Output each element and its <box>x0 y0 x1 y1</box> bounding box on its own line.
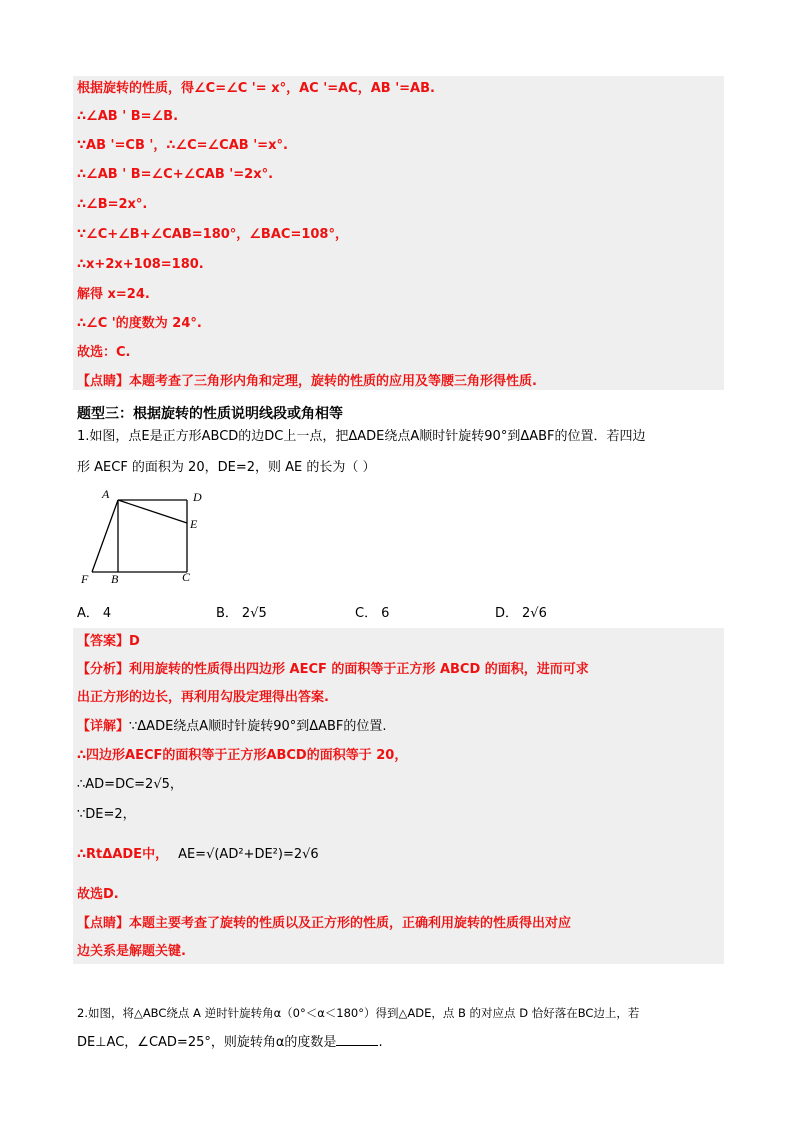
text-line: ∴∠AB ' B=∠C+∠CAB '=2x°. <box>77 167 274 182</box>
detail-label: 【详解】 <box>77 719 130 734</box>
detail-line-3: ∴AD=DC=2√5， <box>77 777 183 792</box>
label-a: A <box>102 487 110 501</box>
option-value: 2√5 <box>241 606 267 621</box>
note-line-2: 边关系是解题关键. <box>77 944 186 959</box>
label-c: C <box>182 570 191 584</box>
text-line: 解得 x=24. <box>77 287 150 302</box>
detail-text: ∵ΔADE绕点A顺时针旋转90°到ΔABF的位置. <box>129 719 387 734</box>
choose-line: 故选D. <box>77 887 119 902</box>
option-letter: D． <box>495 606 519 621</box>
question-2-line-1: 2.如图，将△ABC绕点 A 逆时针旋转角α（0°＜α＜180°）得到△ADE，点 B 的对应点 D 恰好落在BC边上，若 <box>77 1006 640 1020</box>
option-value: 6 <box>381 606 390 621</box>
text-line: 根据旋转的性质，得∠C=∠C '= x°，AC '=AC，AB '=AB. <box>77 81 435 96</box>
note-line: 【点睛】本题考查了三角形内角和定理，旋转的性质的应用及等腰三角形得性质. <box>77 374 537 389</box>
question-1-line-2: 形 AECF 的面积为 20，DE=2，则 AE 的长为（ ） <box>77 460 376 475</box>
detail-line-1 <box>77 718 387 736</box>
detail-formula: AE=√(AD²+DE²)=2√6 <box>178 847 319 862</box>
option-b <box>216 602 267 621</box>
question-2-text: DE⊥AC，∠CAD=25°，则旋转角α的度数是 <box>77 1035 337 1050</box>
detail-line-2: ∴四边形AECF的面积等于正方形ABCD的面积等于 20， <box>77 748 408 763</box>
detail-text: ∴RtΔADE中， <box>77 847 169 862</box>
text-line: ∴x+2x+108=180. <box>77 257 204 272</box>
text-line: ∴∠C '的度数为 24°. <box>77 316 202 331</box>
option-letter: C． <box>355 606 378 621</box>
analysis-line-2: 出正方形的边长，再利用勾股定理得出答案. <box>77 690 329 705</box>
label-b: B <box>111 572 119 586</box>
option-value: 2√6 <box>522 606 547 621</box>
text-line: 故选：C. <box>77 345 131 360</box>
option-c <box>355 602 389 621</box>
question-1-line-1: 1.如图，点E是正方形ABCD的边DC上一点，把ΔADE绕点A顺时针旋转90°到ΔABF的位置．若四边 <box>77 429 646 444</box>
option-letter: A． <box>77 606 99 621</box>
text-line: ∴∠B=2x°. <box>77 197 148 212</box>
note-line-1: 【点睛】本题主要考查了旋转的性质以及正方形的性质，正确利用旋转的性质得出对应 <box>77 916 572 931</box>
detail-line-4: ∵DE=2， <box>77 807 136 822</box>
text-line: ∴∠AB ' B=∠B. <box>77 109 179 124</box>
option-a <box>77 602 111 621</box>
option-letter: B． <box>216 606 238 621</box>
detail-line-5 <box>77 846 319 864</box>
text-line: ∵∠C+∠B+∠CAB=180°，∠BAC=108°， <box>77 227 348 242</box>
label-f: F <box>81 572 89 586</box>
label-d: D <box>193 490 202 504</box>
label-e: E <box>190 517 198 531</box>
question-2-line-2: DE⊥AC，∠CAD=25°，则旋转角α的度数是 . <box>77 1035 383 1050</box>
analysis-line-1: 【分析】利用旋转的性质得出四边形 AECF 的面积等于正方形 ABCD 的面积，进而可求 <box>77 662 589 677</box>
section-heading: 题型三：根据旋转的性质说明线段或角相等 <box>77 406 343 422</box>
answer-line: 【答案】D <box>77 634 140 649</box>
answer-blank[interactable] <box>336 1033 378 1046</box>
square-rotation-figure <box>76 486 206 586</box>
option-value: 4 <box>102 606 112 621</box>
text-line: ∵AB '=CB '，∴∠C=∠CAB '=x°. <box>77 138 288 153</box>
option-d <box>495 602 547 621</box>
